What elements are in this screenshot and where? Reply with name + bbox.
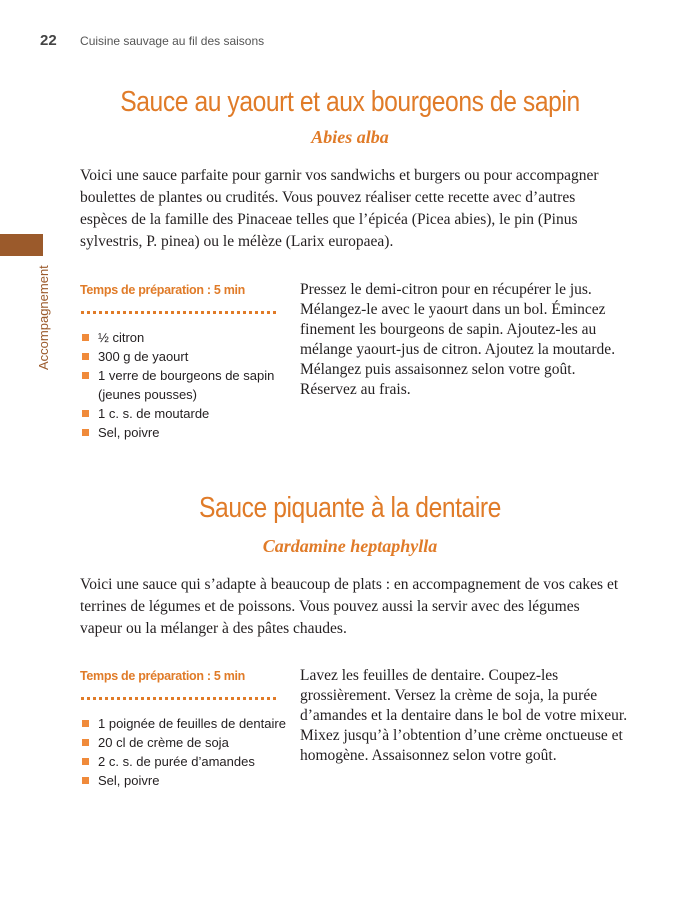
ingredient-item: 20 cl de crème de soja (80, 733, 290, 752)
page-number: 22 (40, 32, 57, 49)
recipe-latin-name: Abies alba (311, 127, 389, 147)
ingredient-item: Sel, poivre (80, 771, 290, 790)
recipe-intro: Voici une sauce parfaite pour garnir vos sandwichs et burgers ou pour accompagner boulettes de plantes ou crudités. Vous pouvez réaliser cette recette avec d’autres espèces de la famille des Pinaceae telles que l’épicéa (Picea abies), le pin (Pinus sylvestris, P. pinea) ou le mélèze (Larix europaea). (80, 167, 599, 250)
ingredient-list (80, 714, 290, 790)
ingredient-item: Sel, poivre (80, 423, 290, 442)
ingredient-item: ½ citron (80, 328, 290, 347)
recipe-intro: Voici une sauce qui s’adapte à beaucoup de plats : en accompagnement de vos cakes et terrines de légumes et de poissons. Vous pouvez aussi la servir avec des légumes vapeur ou la mélanger à des pâtes chaudes. (80, 576, 619, 637)
prep-time: Temps de préparation : 5 min (80, 669, 246, 683)
recipe-title: Sauce piquante à la dentaire (199, 492, 501, 524)
recipe-latin-name: Cardamine heptaphylla (262, 536, 438, 556)
dotted-divider (81, 697, 276, 700)
ingredient-item: 2 c. s. de purée d’amandes (80, 752, 290, 771)
ingredient-list (80, 328, 290, 442)
ingredient-item: 1 poignée de feuilles de dentaire (80, 714, 290, 733)
dotted-divider (81, 311, 276, 314)
ingredient-item: 1 verre de bourgeons de sapin (jeunes pousses) (80, 366, 290, 404)
recipe-title: Sauce au yaourt et aux bourgeons de sapin (120, 86, 580, 118)
section-label: Accompagnement (36, 265, 51, 370)
running-header (40, 32, 264, 49)
recipe-steps: Lavez les feuilles de dentaire. Coupez-les grossièrement. Versez la crème de soja, la purée d’amandes et la dentaire dans le bol de votre mixeur. Mixez jusqu’à l’obtention d’une crème onctueuse et homogène. Assaisonnez selon votre goût. (300, 667, 628, 764)
book-title: Cuisine sauvage au fil des saisons (80, 34, 265, 48)
recipe-steps: Pressez le demi-citron pour en récupérer le jus. Mélangez-le avec le yaourt dans un bol. Émincez finement les bourgeons de sapin. Ajoutez-les au mélange yaourt-jus de citron. Ajoutez la moutarde. Mélangez puis assaisonnez selon votre goût. Réservez au frais. (300, 281, 616, 398)
prep-time: Temps de préparation : 5 min (80, 283, 246, 297)
ingredient-item: 1 c. s. de moutarde (80, 404, 290, 423)
ingredient-item: 300 g de yaourt (80, 347, 290, 366)
section-tab-marker (0, 234, 43, 256)
